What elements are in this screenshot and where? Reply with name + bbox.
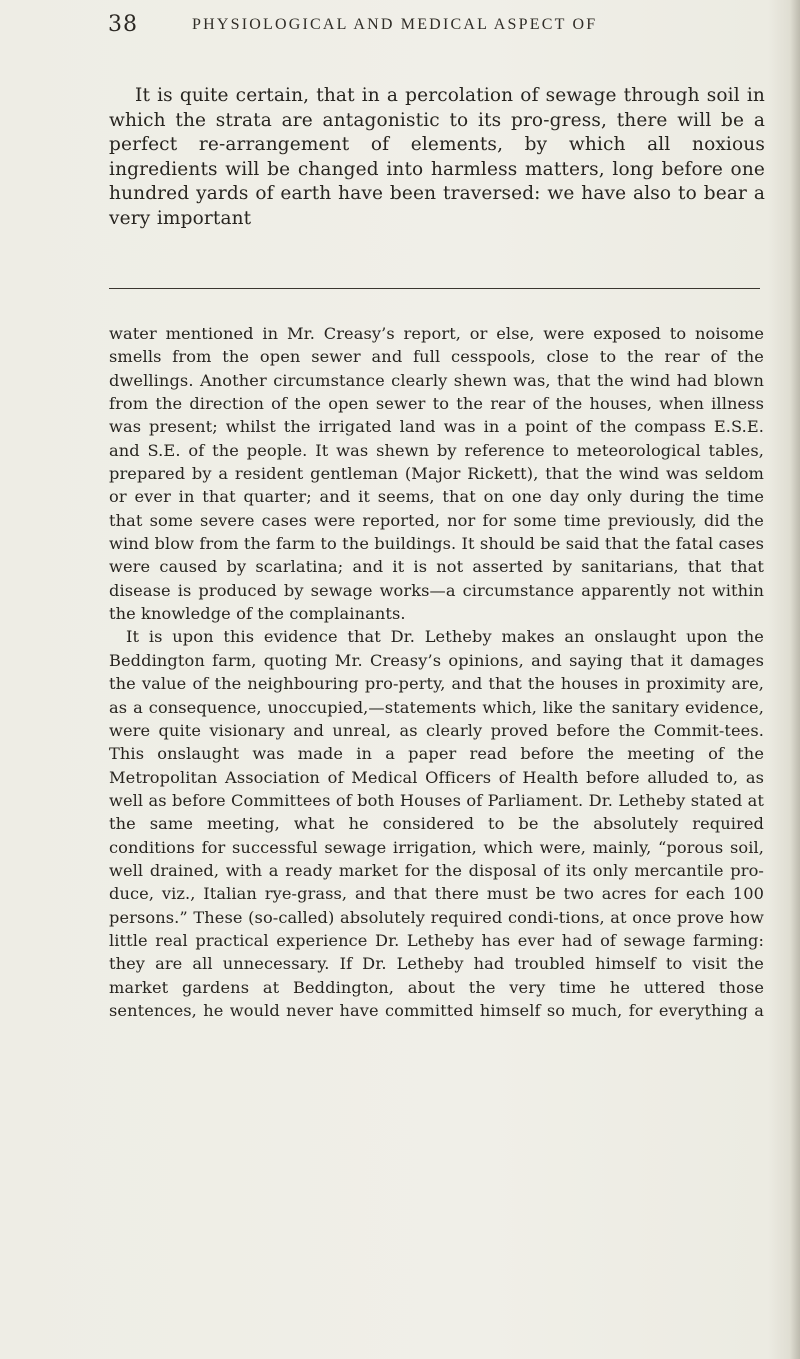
- paragraph-letheby: It is upon this evidence that Dr. Letheby makes an onslaught upon the Beddington farm, quoting Mr. Creasy’s opinions, and saying that it damages the value of the neighbouring pro-perty, and that the houses in proximity are, as a consequence, unoccupied,—statements which, like the sanitary evidence, were quite visionary and unreal, as clearly proved before the Commit-tees. This onslaught was made in a paper read before the meeting of the Metropolitan Association of Medical Officers of Health before alluded to, as well as before Committees of both Houses of Parliament. Dr. Letheby stated at the same meeting, what he considered to be the absolutely required conditions for successful sewage irrigation, which were, mainly, “porous soil, well drained, with a ready market for the disposal of its only mercantile pro-duce, viz., Italian rye-grass, and that there must be two acres for each 100 persons.” These (so-called) absolutely required condi-tions, at once prove how little real practical experience Dr. Letheby has ever had of sewage farming: they are all unnecessary. If Dr. Letheby had troubled himself to visit the market gardens at Beddington, about the very time he uttered those sentences, he would never have committed himself so much, for everything a: [109, 627, 764, 1020]
- running-head: PHYSIOLOGICAL AND MEDICAL ASPECT OF: [192, 16, 598, 33]
- upper-paragraph: It is quite certain, that in a percolation of sewage through soil in which the strata are antagonistic to its pro-gress, there will be a perfect re-arrangement of elements, by which all noxious ingredients will be changed into harmless matters, long before one hundred yards of earth have been traversed: we have also to bear a very important: [109, 85, 765, 229]
- upper-text-block: [109, 84, 765, 232]
- page-header: [108, 12, 708, 52]
- paragraph-continued: water mentioned in Mr. Creasy’s report, or else, were exposed to noisome smells from the open sewer and full cesspools, close to the rear of the dwellings. Another circumstance clearly shewn was, that the wind had blown from the direction of the open sewer to the rear of the houses, when illness was present; whilst the irrigated land was in a point of the compass E.S.E. and S.E. of the people. It was shewn by reference to meteorological tables, prepared by a resident gentleman (Major Rickett), that the wind was seldom or ever in that quarter; and it seems, that on one day only during the time that some severe cases were reported, nor for some time previously, did the wind blow from the farm to the buildings. It should be said that the fatal cases were caused by scarlatina; and it is not asserted by sanitarians, that that disease is produced by sewage works—a circumstance apparently not within the knowledge of the complainants.: [109, 324, 764, 624]
- page-edge-shadow: [790, 0, 800, 1359]
- lower-text-block: [109, 322, 764, 1022]
- section-divider: [109, 288, 760, 289]
- page-number: 38: [108, 12, 138, 37]
